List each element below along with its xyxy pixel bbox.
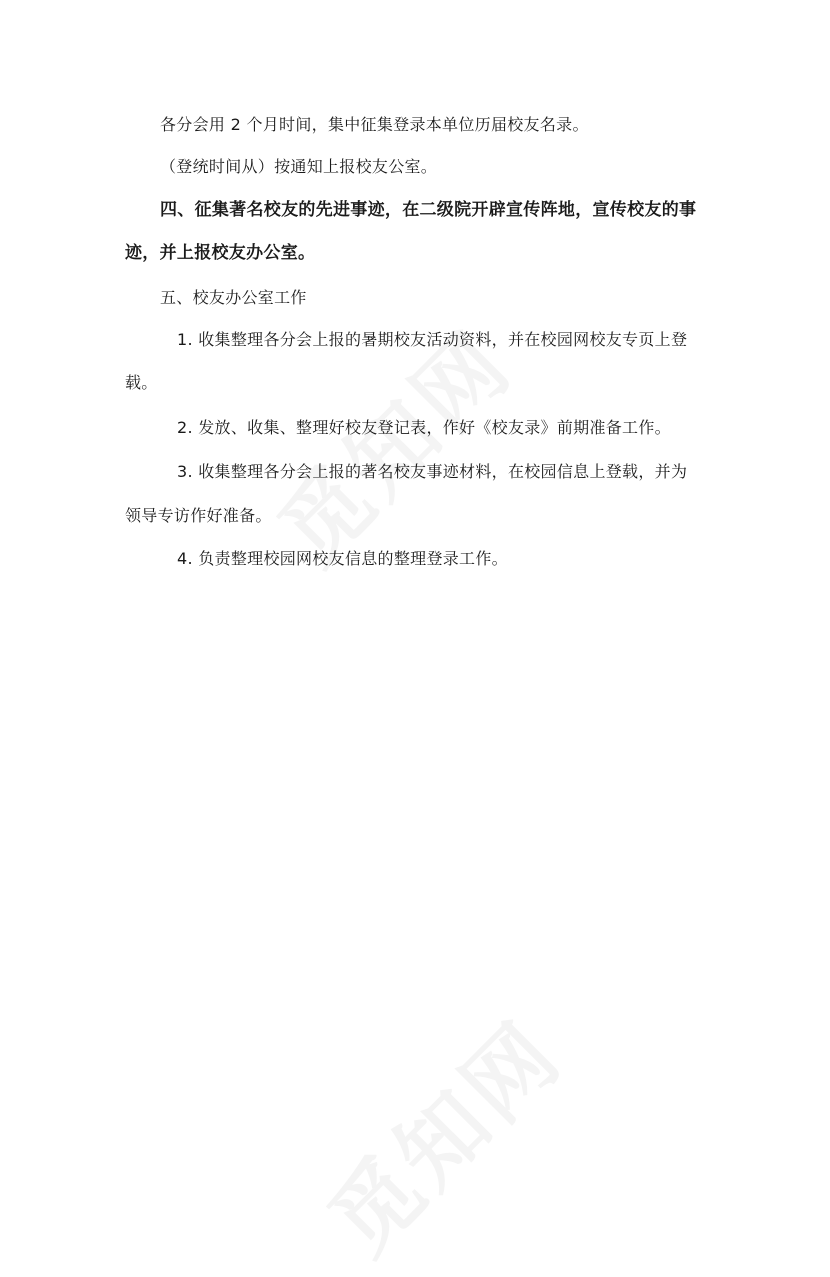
section-heading: 五、校友办公室工作 [160,288,307,307]
section-heading-line: 迹，并上报校友办公室。 [125,243,316,263]
list-item-line: 4. 负责整理校园网校友信息的整理登录工作。 [177,549,508,568]
list-item-line: 1. 收集整理各分会上报的暑期校友活动资料，并在校园网校友专页上登 [177,330,688,349]
list-item-line: 2. 发放、收集、整理好校友登记表，作好《校友录》前期准备工作。 [177,418,671,437]
paragraph-line: 各分会用 2 个月时间，集中征集登录本单位历届校友名录。 [160,115,589,134]
paragraph-line: （登统时间从）按通知上报校友公室。 [160,157,438,176]
list-item-line: 3. 收集整理各分会上报的著名校友事迹材料，在校园信息上登载，并为 [177,462,688,481]
watermark [297,989,586,1277]
list-item-line: 领导专访作好准备。 [125,506,272,525]
list-item-line: 载。 [125,373,158,392]
section-heading-line: 四、征集著名校友的先进事迹，在二级院开辟宣传阵地，宣传校友的事 [160,200,697,220]
